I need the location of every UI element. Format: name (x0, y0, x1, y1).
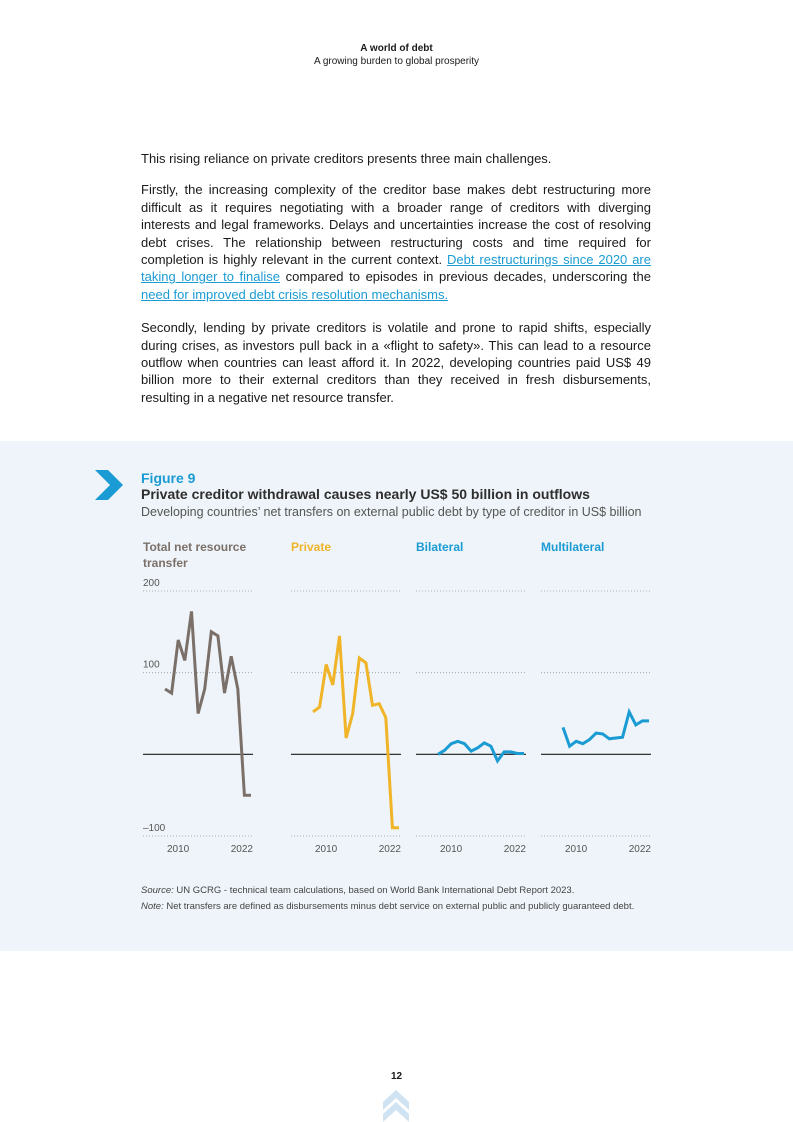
body-text (141, 150, 651, 422)
x-tick-label: 2010 (440, 844, 463, 855)
note-line (141, 901, 641, 914)
running-header (0, 42, 793, 68)
x-tick-label: 2010 (167, 844, 190, 855)
panel-title: Private (291, 540, 332, 554)
source-text: UN GCRG - technical team calculations, based on World Bank International Debt Report 2023. (173, 885, 575, 896)
x-tick-label: 2022 (628, 844, 651, 855)
paragraph-secondly: Secondly, lending by private creditors is volatile and prone to rapid shifts, especially during crises, as investors pull back in a «flight to safety». This can lead to a resource outflow when countries can least afford it. In 2022, developing countries paid US$ 49 billion more to their external creditors than they received in fresh disbursements, resulting in a negative net resource transfer. (141, 320, 651, 405)
y-tick-label: –100 (143, 823, 166, 834)
header-title: A world of debt (360, 43, 433, 54)
x-tick-label: 2022 (378, 844, 401, 855)
header-subtitle: A growing burden to global prosperity (313, 56, 480, 67)
paragraph-firstly (141, 181, 651, 303)
paragraph-intro: This rising reliance on private creditors presents three main challenges. (141, 151, 552, 166)
x-tick-label: 2010 (315, 844, 338, 855)
chevron-right-icon (95, 470, 123, 500)
source-label: Source: (141, 885, 174, 896)
y-tick-label: 200 (143, 578, 160, 589)
paragraph-text: compared to episodes in previous decades, underscoring the (280, 269, 651, 285)
figure-title: Private creditor withdrawal causes nearly US$ 50 billion in outflows (141, 486, 590, 502)
page-number: 12 (390, 1071, 403, 1082)
figure-subtitle: Developing countries’ net transfers on external public debt by type of creditor in US$ billion (141, 505, 642, 519)
note-label: Note: (141, 900, 164, 912)
panel-title: Multilateral (541, 540, 605, 554)
panel-title: Bilateral (416, 540, 464, 554)
paragraph-text: Firstly, the increasing complexity of the creditor base makes debt restructuring more difficult as it requires negotiating with a broader range of creditors with diverging interests and legal frameworks. Delays and uncertainties increase the cost of resolving debt crises. The relationship between restructuring costs and time required for completion is highly relevant in the current context. (141, 182, 651, 268)
panel-title: transfer (143, 556, 188, 570)
figure-source (141, 885, 641, 916)
y-tick-label: 100 (143, 659, 160, 671)
note-text: Net transfers are defined as disbursements minus debt service on external public and publicly guaranteed debt. (163, 900, 635, 912)
x-tick-label: 2022 (230, 844, 253, 855)
link-debt-crisis-resolution[interactable]: need for improved debt crisis resolution mechanisms. (141, 286, 449, 302)
source-line (141, 885, 641, 898)
x-tick-label: 2010 (565, 844, 588, 855)
link-debt-restructurings[interactable]: Debt restructurings since 2020 are taking longer to finalise (141, 252, 651, 285)
figure-label: Figure 9 (141, 470, 196, 486)
back-to-top-icon[interactable] (383, 1090, 409, 1122)
x-tick-label: 2022 (503, 844, 526, 855)
panel-title: Total net resource (143, 540, 247, 554)
